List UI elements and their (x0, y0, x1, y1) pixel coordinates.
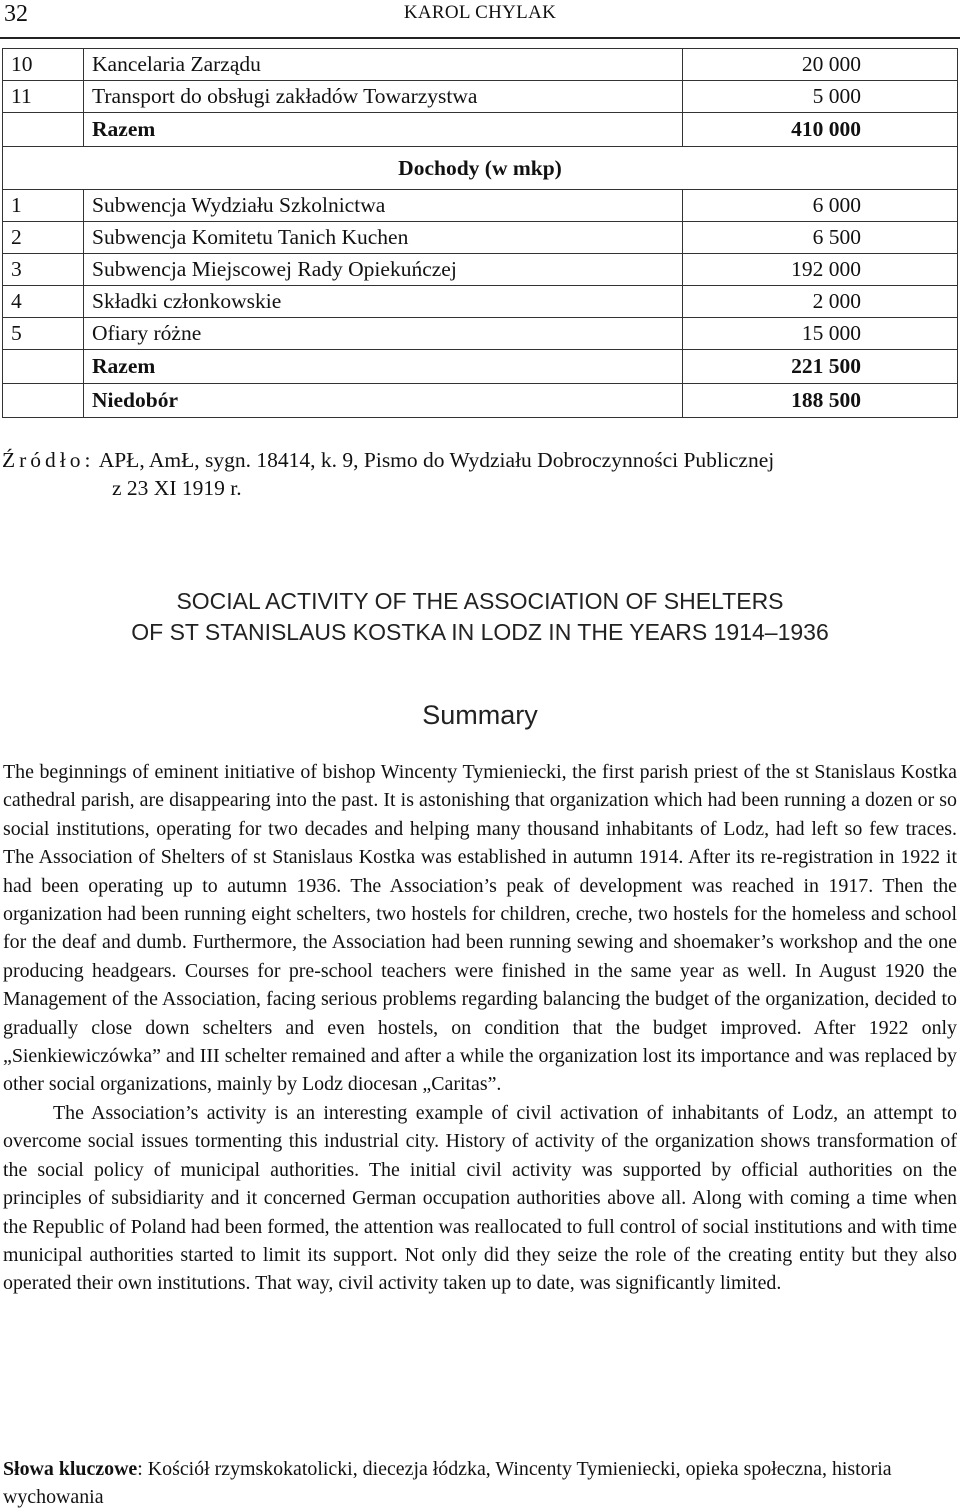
table-row (3, 222, 958, 254)
expenses-total-value: 410 000 (683, 113, 958, 147)
keywords-label: Słowa kluczowe (3, 1458, 138, 1480)
table-row (3, 190, 958, 222)
running-head: KAROL CHYLAK (403, 2, 557, 23)
title-line-1: SOCIAL ACTIVITY OF THE ASSOCIATION OF SHELTERS (176, 588, 784, 614)
table-row (3, 286, 958, 318)
source-label: Źródło: (2, 448, 95, 472)
deficit-row (3, 384, 958, 418)
deficit-value: 188 500 (683, 384, 958, 418)
row-value: 5 000 (683, 81, 958, 113)
row-value: 192 000 (683, 254, 958, 286)
source-text: APŁ, AmŁ, sygn. 18414, k. 9, Pismo do Wydziału Dobroczynności Publicznej (98, 448, 775, 472)
income-total-label: Razem (84, 350, 683, 384)
row-name: Subwencja Wydziału Szkolnictwa (84, 190, 683, 222)
table-row (3, 49, 958, 81)
summary-paragraph-2: The Association’s activity is an interesting example of civil activation of inhabitants of Lodz, an attempt to overcome social issues tormenting this industrial city. History of activity of the organization shows transformation of the social policy of municipal authorities. The initial civil activity was supported by official authorities on the principles of subsidiarity and it concerned German occupation authorities above all. Along with coming a time when the Republic of Poland had been formed, the attention was reallocated to full control of social institutions and with time municipal authorities started to limit its support. Not only did they seize the role of the creating entity but they also operated their own institutions. That way, civil activity taken up to date, was significantly limited. (3, 1101, 957, 1295)
row-value: 15 000 (683, 318, 958, 350)
table-row (3, 254, 958, 286)
income-total-row (3, 350, 958, 384)
row-value: 2 000 (683, 286, 958, 318)
row-value: 6 000 (683, 190, 958, 222)
table-row (3, 81, 958, 113)
row-number: 5 (3, 318, 84, 350)
deficit-label: Niedobór (84, 384, 683, 418)
income-total-value: 221 500 (683, 350, 958, 384)
row-value: 20 000 (683, 49, 958, 81)
source-line-1 (2, 446, 958, 474)
summary-body (3, 758, 957, 1298)
header-rule (0, 37, 960, 39)
keywords-list: : Kościół rzymskokatolicki, diecezja łódzka, Wincenty Tymieniecki, opieka społeczna, historia wychowania (3, 1458, 892, 1508)
page-number: 32 (4, 1, 28, 27)
row-number: 3 (3, 254, 84, 286)
row-name: Subwencja Miejscowej Rady Opiekuńczej (84, 254, 683, 286)
table-row (3, 318, 958, 350)
row-number: 4 (3, 286, 84, 318)
page-header (0, 0, 960, 28)
title-line-2: OF ST STANISLAUS KOSTKA IN LODZ IN THE YEARS 1914–1936 (131, 619, 829, 645)
row-number: 11 (3, 81, 84, 113)
row-name: Ofiary różne (84, 318, 683, 350)
income-heading: Dochody (w mkp) (3, 147, 958, 190)
row-number: 10 (3, 49, 84, 81)
income-heading-row (3, 147, 958, 190)
row-value: 6 500 (683, 222, 958, 254)
budget-table (2, 48, 958, 418)
row-number: 1 (3, 190, 84, 222)
source-line-2: z 23 XI 1919 r. (112, 476, 242, 500)
summary-heading: Summary (422, 700, 538, 730)
source-note (2, 446, 958, 502)
expenses-total-row (3, 113, 958, 147)
summary-paragraph-1: The beginnings of eminent initiative of bishop Wincenty Tymieniecki, the first parish priest of the st Stanislaus Kostka cathedral parish, are disappearing into the past. It is astonishing that organization which had been running a dozen or so social institutions, operating for two decades and helping many thousand inhabitants of Lodz, had left so few traces. The Association of Shelters of st Stanislaus Kostka was established in autumn 1914. After its re-registration in 1922 it had been operating up to autumn 1936. The Association’s peak of development was reached in 1917. Then the organization had been running eight schelters, two hostels for children, creche, two hostels for the homeless and school for the deaf and dumb. Furthermore, the Association had been running sewing and shoemaker’s workshop and the one producing headgears. Courses for pre-school teachers were finished in the same year as well. In August 1920 the Management of the Association, facing serious problems regarding balancing the budget of the organization, decided to gradually close down schelters and even hostels, on condition that the budget improved. After 1922 only „Sienkiewiczówka” and III schelter remained and after a while the organization lost its importance and was replaced by other social organizations, mainly by Lodz diocesan „Caritas”. (3, 761, 957, 1096)
row-name: Kancelaria Zarządu (84, 49, 683, 81)
row-name: Składki członkowskie (84, 286, 683, 318)
article-title (0, 586, 960, 648)
row-name: Transport do obsługi zakładów Towarzystwa (84, 81, 683, 113)
row-name: Subwencja Komitetu Tanich Kuchen (84, 222, 683, 254)
expenses-total-label: Razem (84, 113, 683, 147)
row-number: 2 (3, 222, 84, 254)
keywords (3, 1455, 957, 1511)
